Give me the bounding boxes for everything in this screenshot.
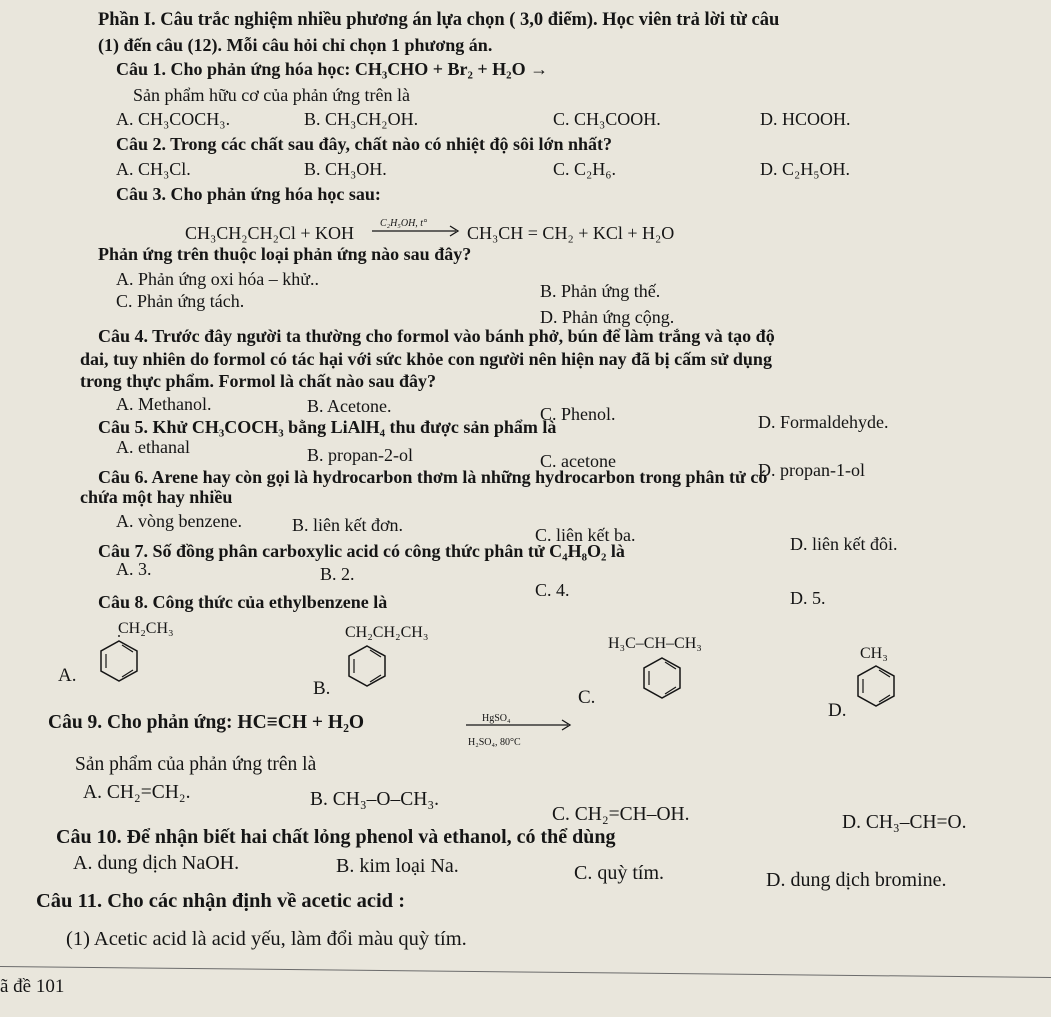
q1-option-d: D. HCOOH. [760,109,851,129]
q2-option-d: D. C₂H₅OH. [760,159,851,179]
q6-option-b: B. liên kết đơn. [292,515,404,535]
q4-line2: dai, tuy nhiên do formol có tác hại với sức khỏe con người nên hiện nay đã bị cấm sử dụng [80,349,772,369]
q5-option-c: C. acetone [540,451,616,471]
q9-sub: Sản phẩm của phản ứng trên là [75,754,317,775]
q8-a-substituent: CH₂CH₃ [118,620,174,637]
q2-option-a: A. CH₃Cl. [116,159,191,179]
q3-option-d: D. Phản ứng cộng. [540,307,675,327]
reaction-arrow-q9-icon [466,718,576,732]
q3-stem: Câu 3. Cho phản ứng hóa học sau: [116,184,381,204]
q1-stem: Câu 1. Cho phản ứng hóa học: CH₃CHO + Br₂ + H₂O → [116,59,549,79]
q11-stem: Câu 11. Cho các nhận định về acetic acid : [36,890,406,912]
q8-d-label: D. [828,700,847,721]
q10-option-c: C. quỳ tím. [574,862,665,884]
q3-sub: Phản ứng trên thuộc loại phản ứng nào sau đây? [98,244,472,264]
q11-item1: (1) Acetic acid là acid yếu, làm đổi màu quỳ tím. [66,928,467,950]
q6-option-c: C. liên kết ba. [535,525,636,545]
q4-option-a: A. Methanol. [116,394,212,414]
q8-b-substituent: CH₂CH₂CH₃ [345,624,429,641]
footer-divider [0,966,1051,978]
q2-option-c: C. C₂H₆. [553,159,617,179]
q10-option-a: A. dung dịch NaOH. [73,852,240,874]
q8-stem: Câu 8. Công thức của ethylbenzene là [98,592,388,612]
q10-option-b: B. kim loại Na. [336,855,459,877]
q4-option-b: B. Acetone. [307,396,392,416]
q5-option-b: B. propan-2-ol [307,445,413,465]
benzene-ring-d-icon [852,660,900,712]
q10-option-d: D. dung dịch bromine. [766,869,947,891]
q7-option-a: A. 3. [116,559,152,579]
q8-a-label: A. [58,665,77,686]
q10-stem: Câu 10. Để nhận biết hai chất lỏng phenol và ethanol, có thể dùng [56,826,616,848]
q6-option-a: A. vòng benzene. [116,511,242,531]
q9-option-c: C. CH₂=CH–OH. [552,804,690,825]
benzene-ring-b-icon [343,640,391,692]
q8-c-substituent: H₃C–CH–CH₃ [608,635,702,652]
q4-option-d: D. Formaldehyde. [758,412,889,432]
benzene-ring-c-icon [638,652,686,704]
q9-option-a: A. CH₂=CH₂. [83,782,191,803]
q7-option-c: C. 4. [535,580,570,600]
q9-option-d: D. CH₃–CH=O. [842,812,967,833]
q1-sub: Sản phẩm hữu cơ của phản ứng trên là [133,85,410,105]
q5-option-a: A. ethanal [116,437,190,457]
q5-option-d: D. propan-1-ol [758,460,865,480]
benzene-ring-a-icon [95,635,143,687]
q3-eq-right: CH₃CH = CH₂ + KCl + H₂O [467,223,675,243]
exam-code: ã đề 101 [0,976,65,997]
q3-option-b: B. Phản ứng thế. [540,281,661,301]
q3-option-c: C. Phản ứng tách. [116,291,245,311]
reaction-arrow-icon [372,224,462,238]
q4-option-c: C. Phenol. [540,404,616,424]
q6-line1: Câu 6. Arene hay còn gọi là hydrocarbon thơm là những hydrocarbon trong phân tử có [98,467,768,487]
q6-option-d: D. liên kết đôi. [790,534,898,554]
q7-stem: Câu 7. Số đồng phân carboxylic acid có công thức phân tử C₄H₈O₂ là [98,541,625,561]
q8-d-substituent: CH₃ [860,645,888,662]
q7-option-b: B. 2. [320,564,355,584]
q5-stem: Câu 5. Khử CH₃COCH₃ bằng LiAlH₄ thu được sản phẩm là [98,417,557,437]
q4-line1: Câu 4. Trước đây người ta thường cho formol vào bánh phở, bún để làm trắng và tạo độ [98,326,775,346]
q3-eq-left: CH₃CH₂CH₂Cl + KOH [185,223,354,243]
q9-cond-top: HgSO₄ [482,713,511,724]
q8-c-label: C. [578,687,596,708]
q6-line2: chứa một hay nhiều [80,487,233,507]
q3-eq-condition: C₂H₅OH, t° [380,218,428,229]
q9-option-b: B. CH₃–O–CH₃. [310,789,439,810]
q9-cond-bottom: H₂SO₄, 80°C [468,737,521,748]
q9-stem: Câu 9. Cho phản ứng: HC≡CH + H₂O [48,712,365,733]
q2-option-b: B. CH₃OH. [304,159,387,179]
q8-b-label: B. [313,678,331,699]
q4-line3: trong thực phẩm. Formol là chất nào sau đây? [80,371,436,391]
section-title: Phần I. Câu trắc nghiệm nhiều phương án lựa chọn ( 3,0 điểm). Học viên trả lời từ câu [98,10,780,30]
q2-stem: Câu 2. Trong các chất sau đây, chất nào có nhiệt độ sôi lớn nhất? [116,134,613,154]
q3-option-a: A. Phản ứng oxi hóa – khử.. [116,269,320,289]
q7-option-d: D. 5. [790,588,826,608]
q1-option-b: B. CH₃CH₂OH. [304,109,419,129]
section-title-cont: (1) đến câu (12). Mỗi câu hỏi chỉ chọn 1 phương án. [98,35,493,55]
q1-option-c: C. CH₃COOH. [553,109,661,129]
q1-option-a: A. CH₃COCH₃. [116,109,231,129]
